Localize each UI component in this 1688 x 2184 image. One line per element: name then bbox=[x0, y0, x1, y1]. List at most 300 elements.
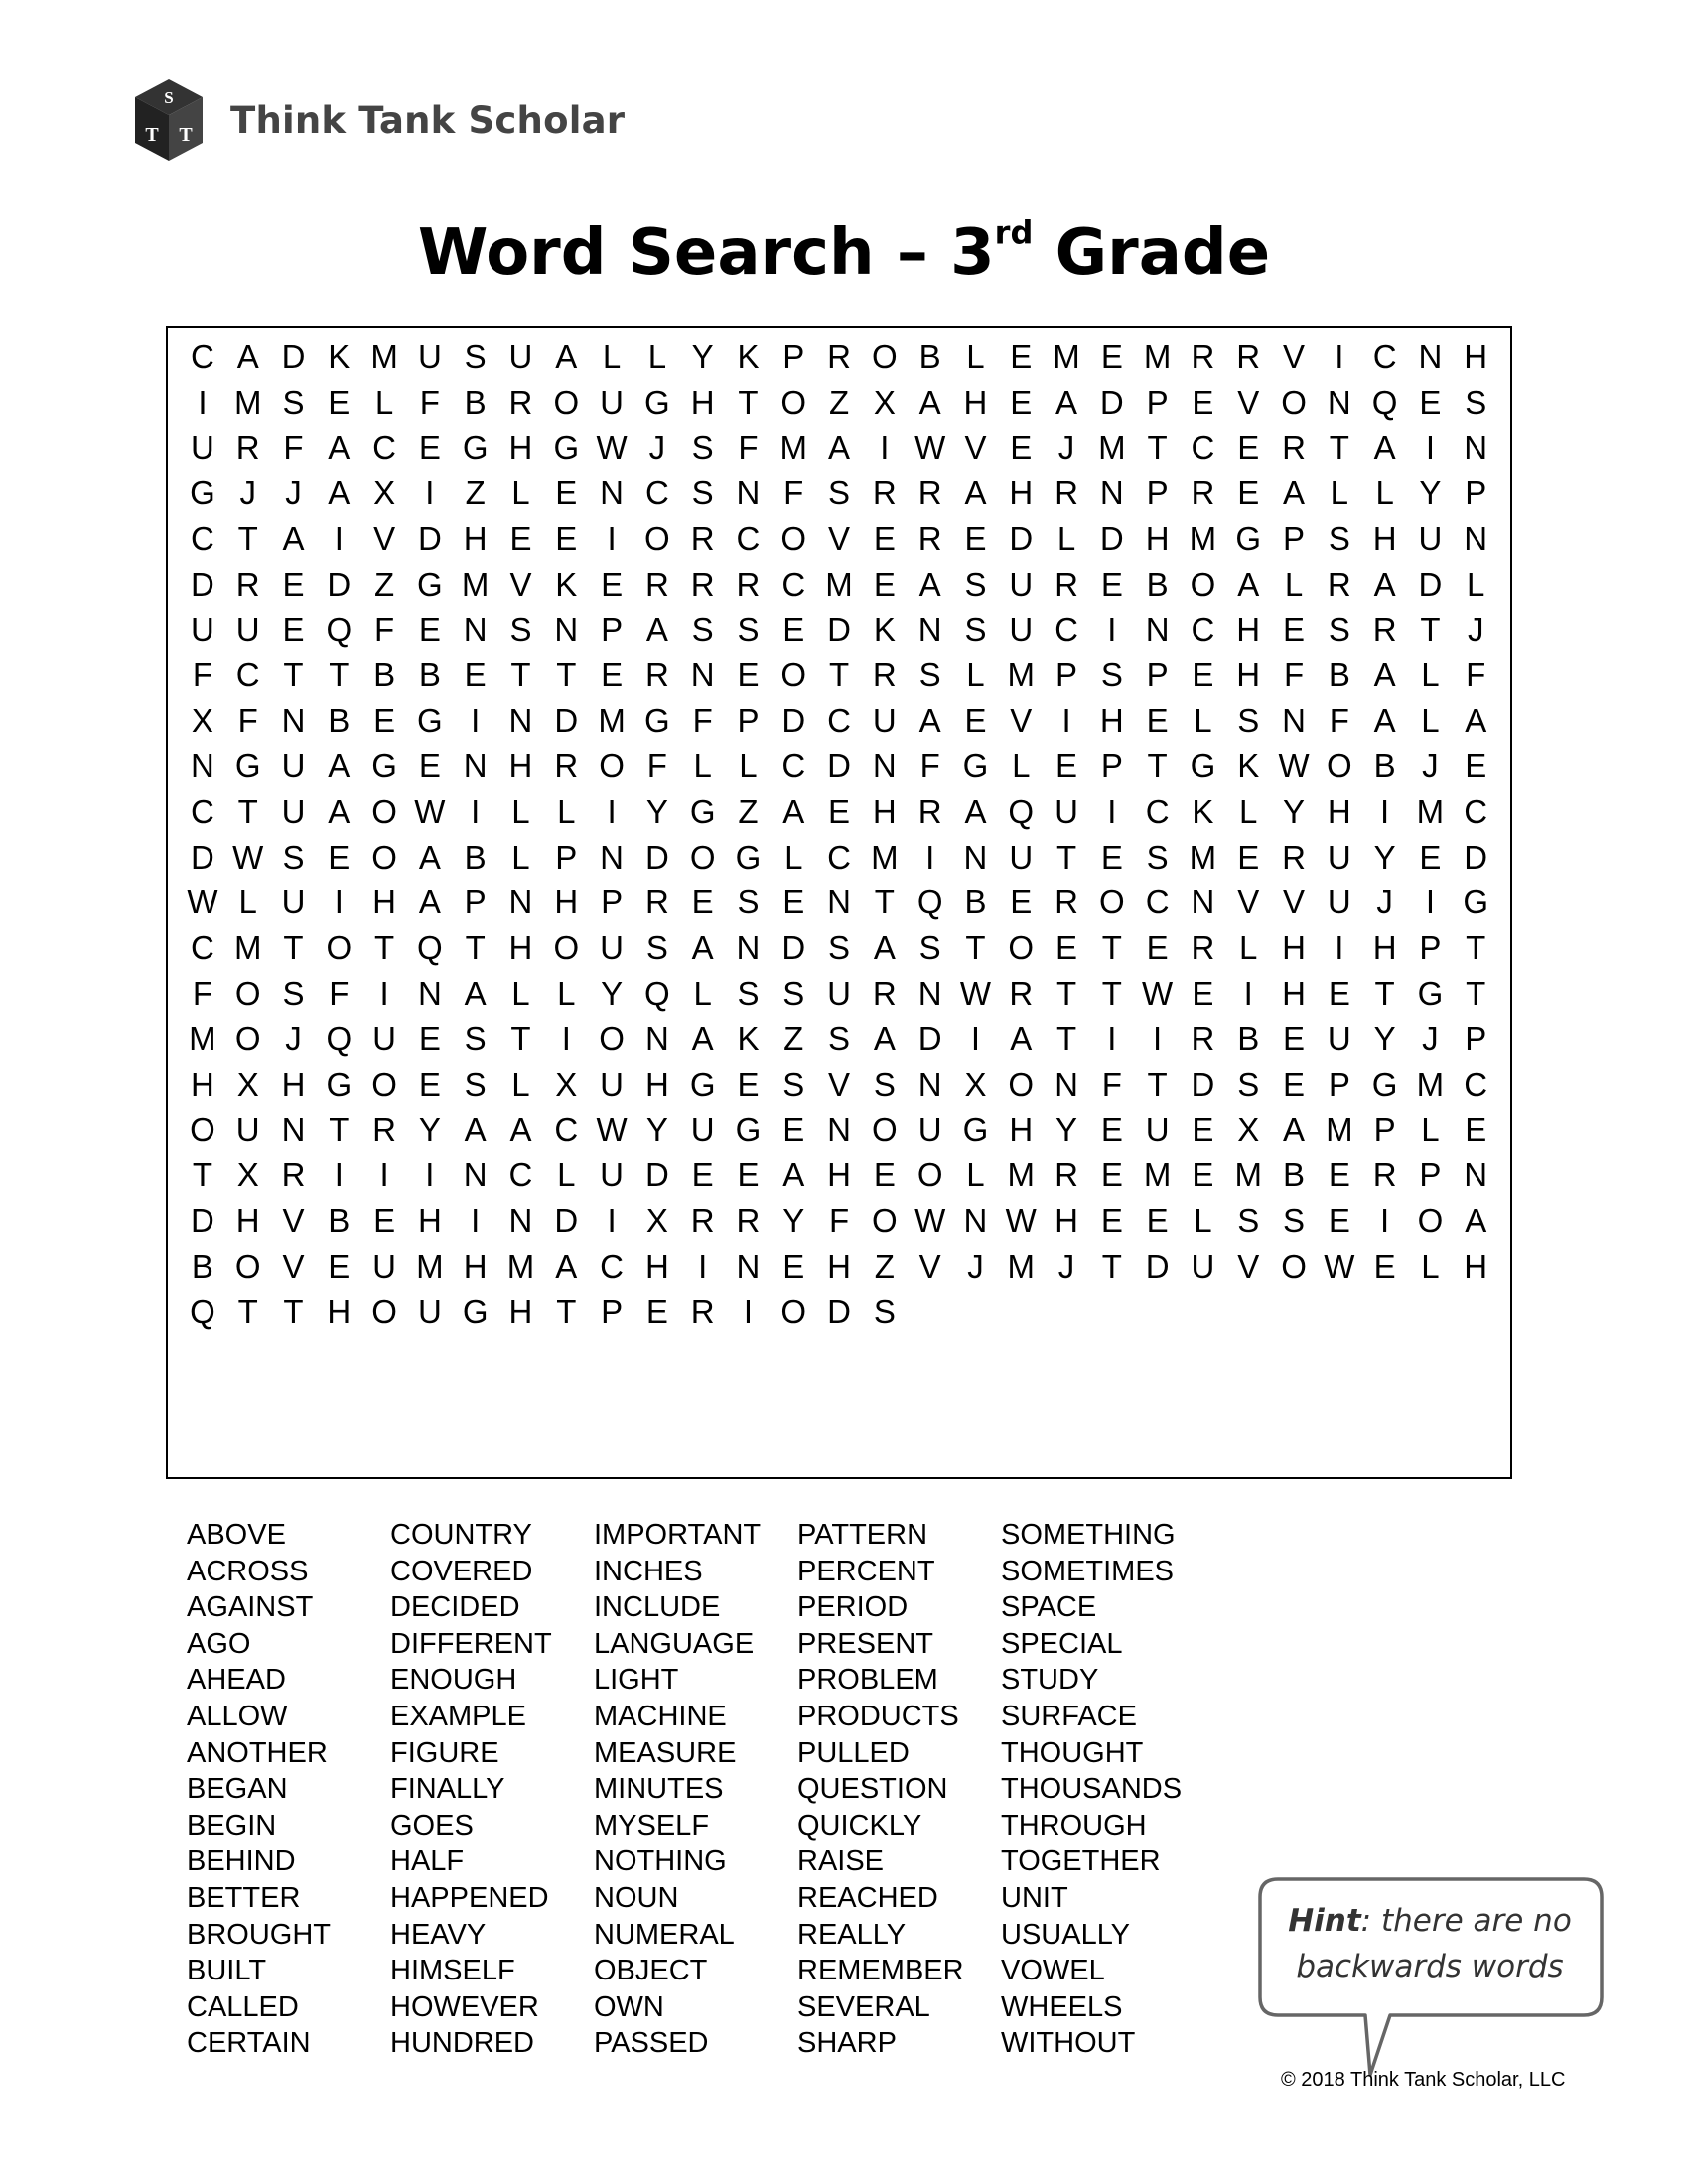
grid-letter: J bbox=[1422, 1020, 1439, 1057]
grid-letter: T bbox=[1329, 429, 1349, 467]
grid-letter: A bbox=[464, 1111, 487, 1149]
grid-letter: C bbox=[600, 1247, 624, 1285]
grid-letter: A bbox=[282, 520, 305, 558]
grid-letter: N bbox=[872, 748, 897, 785]
grid-letter: S bbox=[964, 565, 987, 603]
grid-letter: H bbox=[281, 1065, 306, 1103]
grid-letter: F bbox=[192, 656, 212, 694]
grid-letter: D bbox=[1464, 838, 1488, 876]
grid-letter: D bbox=[417, 520, 442, 558]
grid-letter: X bbox=[1237, 1111, 1260, 1149]
grid-letter: D bbox=[1099, 520, 1124, 558]
grid-letter: I bbox=[607, 1202, 617, 1240]
grid-letter: M bbox=[871, 838, 899, 876]
word-list-item: EXAMPLE bbox=[390, 1700, 526, 1732]
grid-letter: O bbox=[689, 838, 716, 876]
grid-letter: R bbox=[1055, 565, 1078, 603]
grid-letter: Y bbox=[1283, 792, 1306, 830]
grid-letter: H bbox=[1282, 975, 1306, 1013]
word-list-item: SPACE bbox=[1001, 1591, 1097, 1624]
grid-letter: U bbox=[690, 1111, 715, 1149]
grid-letter: E bbox=[1192, 1157, 1214, 1194]
brand-header bbox=[133, 77, 625, 163]
grid-letter: S bbox=[828, 1020, 851, 1057]
grid-letter: A bbox=[328, 748, 351, 785]
grid-letter: E bbox=[1283, 1065, 1306, 1103]
grid-letter: T bbox=[1420, 611, 1441, 648]
word-list-item: SEVERAL bbox=[797, 1990, 930, 2023]
grid-letter: M bbox=[1416, 792, 1445, 830]
grid-letter: Y bbox=[418, 1111, 441, 1149]
grid-letter: C bbox=[827, 838, 851, 876]
grid-letter: L bbox=[1421, 656, 1440, 694]
word-list-item: LIGHT bbox=[594, 1664, 679, 1697]
grid-letter: S bbox=[691, 475, 714, 512]
word-list-item: BROUGHT bbox=[187, 1918, 331, 1951]
grid-letter: J bbox=[648, 429, 666, 467]
grid-letter: H bbox=[827, 1157, 851, 1194]
hint-line1: : there are no bbox=[1360, 1903, 1572, 1939]
grid-letter: Q bbox=[644, 975, 670, 1013]
grid-letter: N bbox=[736, 475, 761, 512]
grid-letter: D bbox=[327, 565, 352, 603]
grid-letter: I bbox=[1335, 929, 1344, 967]
grid-letter: S bbox=[691, 429, 714, 467]
grid-letter: X bbox=[236, 1157, 259, 1194]
word-list-item: SHARP bbox=[797, 2027, 897, 2060]
grid-letter: L bbox=[1239, 792, 1258, 830]
grid-letter: R bbox=[1282, 429, 1306, 467]
grid-letter: V bbox=[282, 1247, 305, 1285]
grid-letter: G bbox=[326, 1065, 352, 1103]
grid-letter: S bbox=[873, 1065, 896, 1103]
grid-letter: S bbox=[873, 1293, 896, 1330]
grid-letter: M bbox=[598, 702, 626, 740]
grid-letter: F bbox=[237, 702, 258, 740]
grid-letter: G bbox=[644, 702, 670, 740]
grid-letter: R bbox=[872, 656, 897, 694]
grid-letter: G bbox=[1235, 520, 1262, 558]
word-search-grid-frame bbox=[166, 326, 1512, 1479]
grid-letter: J bbox=[967, 1247, 984, 1285]
grid-letter: L bbox=[1239, 929, 1258, 967]
grid-letter: M bbox=[233, 929, 262, 967]
grid-letter: H bbox=[372, 884, 396, 921]
word-column bbox=[594, 1517, 797, 2062]
grid-letter: N bbox=[508, 884, 533, 921]
grid-letter: R bbox=[644, 884, 669, 921]
grid-letter: U bbox=[872, 702, 897, 740]
grid-letter: C bbox=[736, 520, 761, 558]
grid-letter: N bbox=[1418, 338, 1443, 375]
grid-letter: R bbox=[1191, 338, 1215, 375]
grid-letter: T bbox=[1466, 975, 1486, 1013]
grid-letter: I bbox=[471, 1202, 481, 1240]
grid-letter: E bbox=[1328, 1202, 1350, 1240]
grid-letter: Z bbox=[374, 565, 395, 603]
word-list-item: AHEAD bbox=[187, 1664, 286, 1697]
grid-letter: W bbox=[959, 975, 992, 1013]
word-list-item: PASSED bbox=[594, 2027, 709, 2060]
grid-letter: E bbox=[873, 520, 896, 558]
grid-letter: A bbox=[782, 1157, 805, 1194]
grid-letter: I bbox=[970, 1020, 981, 1057]
brand-name: Think Tank Scholar bbox=[230, 98, 626, 142]
word-list-item: REACHED bbox=[797, 1881, 938, 1914]
word-list-item: SOMETHING bbox=[1001, 1519, 1176, 1551]
grid-letter: F bbox=[329, 975, 350, 1013]
grid-letter: E bbox=[1373, 1247, 1396, 1285]
grid-letter: C bbox=[190, 929, 214, 967]
grid-letter: Y bbox=[645, 792, 668, 830]
grid-letter: A bbox=[873, 929, 896, 967]
grid-letter: N bbox=[1464, 1157, 1488, 1194]
word-list-item: ALLOW bbox=[187, 1700, 288, 1732]
grid-letter: I bbox=[1425, 884, 1435, 921]
grid-letter: U bbox=[417, 1293, 442, 1330]
grid-letter: M bbox=[1143, 338, 1172, 375]
grid-letter: S bbox=[464, 1065, 487, 1103]
grid-letter: N bbox=[736, 929, 761, 967]
word-list-item: THROUGH bbox=[1001, 1809, 1147, 1842]
word-list-item: REMEMBER bbox=[797, 1955, 964, 1987]
grid-letter: I bbox=[607, 520, 617, 558]
grid-letter: G bbox=[1371, 1065, 1398, 1103]
word-list-item: HALF bbox=[390, 1845, 465, 1878]
grid-letter: N bbox=[190, 748, 214, 785]
grid-letter: M bbox=[779, 429, 807, 467]
grid-letter: F bbox=[919, 748, 940, 785]
grid-letter: A bbox=[1465, 1202, 1487, 1240]
grid-letter: J bbox=[1376, 884, 1393, 921]
grid-letter: A bbox=[964, 475, 987, 512]
grid-letter: M bbox=[370, 338, 398, 375]
grid-letter: A bbox=[873, 1020, 896, 1057]
grid-letter: U bbox=[917, 1111, 942, 1149]
grid-letter: L bbox=[1375, 475, 1394, 512]
grid-letter: N bbox=[600, 838, 624, 876]
grid-letter: J bbox=[1057, 1247, 1075, 1285]
grid-letter: H bbox=[508, 929, 533, 967]
grid-letter: M bbox=[1234, 1157, 1262, 1194]
grid-letter: L bbox=[1284, 565, 1304, 603]
grid-letter: R bbox=[690, 1202, 715, 1240]
grid-letter: D bbox=[644, 1157, 669, 1194]
grid-letter: D bbox=[917, 1020, 942, 1057]
grid-letter: L bbox=[511, 838, 530, 876]
grid-letter: T bbox=[510, 656, 531, 694]
grid-letter: Y bbox=[1055, 1111, 1078, 1149]
grid-letter: B bbox=[1373, 748, 1396, 785]
grid-letter: T bbox=[1374, 975, 1395, 1013]
grid-letter: Y bbox=[1419, 475, 1442, 512]
grid-letter: R bbox=[690, 520, 715, 558]
grid-letter: K bbox=[737, 338, 760, 375]
word-list-item: REALLY bbox=[797, 1918, 907, 1951]
word-list-item: COVERED bbox=[390, 1555, 533, 1587]
grid-letter: L bbox=[1421, 702, 1440, 740]
grid-letter: L bbox=[1194, 702, 1212, 740]
grid-letter: S bbox=[1237, 702, 1260, 740]
grid-letter: E bbox=[555, 520, 578, 558]
grid-letter: E bbox=[737, 1065, 760, 1103]
grid-letter: E bbox=[1100, 338, 1123, 375]
grid-letter: D bbox=[827, 748, 851, 785]
grid-letter: S bbox=[282, 383, 305, 421]
grid-letter: O bbox=[872, 1111, 898, 1149]
grid-letter: F bbox=[828, 1202, 850, 1240]
grid-letter: F bbox=[646, 748, 667, 785]
grid-letter: L bbox=[966, 1157, 985, 1194]
grid-letter: O bbox=[1326, 748, 1352, 785]
grid-letter: S bbox=[645, 929, 668, 967]
grid-letter: V bbox=[509, 565, 532, 603]
grid-letter: U bbox=[600, 1157, 624, 1194]
grid-letter: D bbox=[554, 702, 579, 740]
grid-letter: H bbox=[1327, 792, 1351, 830]
grid-letter: M bbox=[1007, 656, 1035, 694]
grid-letter: E bbox=[1465, 748, 1487, 785]
word-list-item: SOMETIMES bbox=[1001, 1555, 1175, 1587]
grid-letter: E bbox=[1192, 1111, 1214, 1149]
grid-letter: D bbox=[554, 1202, 579, 1240]
grid-letter: E bbox=[782, 1247, 805, 1285]
grid-letter: J bbox=[285, 1020, 302, 1057]
cube-logo-icon bbox=[133, 77, 205, 163]
grid-letter: E bbox=[1419, 838, 1442, 876]
grid-letter: V bbox=[1237, 1247, 1260, 1285]
word-list-item: MEASURE bbox=[594, 1736, 737, 1769]
grid-letter: B bbox=[1283, 1157, 1306, 1194]
word-list-item: AGAINST bbox=[187, 1591, 314, 1624]
grid-letter: F bbox=[738, 429, 759, 467]
grid-letter: U bbox=[1191, 1247, 1215, 1285]
grid-letter: S bbox=[1283, 1202, 1306, 1240]
grid-letter: C bbox=[827, 702, 851, 740]
grid-letter: D bbox=[781, 702, 806, 740]
grid-letter: P bbox=[601, 1293, 624, 1330]
grid-letter: I bbox=[925, 838, 935, 876]
grid-letter: R bbox=[917, 475, 942, 512]
grid-letter: M bbox=[189, 1020, 216, 1057]
grid-letter: A bbox=[1373, 656, 1396, 694]
grid-letter: R bbox=[736, 565, 761, 603]
word-list-item: FINALLY bbox=[390, 1773, 505, 1806]
grid-letter: P bbox=[1465, 475, 1487, 512]
grid-letter: I bbox=[1335, 338, 1344, 375]
grid-letter: A bbox=[645, 611, 668, 648]
grid-letter: D bbox=[1009, 520, 1034, 558]
grid-letter: E bbox=[418, 748, 441, 785]
grid-letter: K bbox=[328, 338, 351, 375]
grid-letter: H bbox=[417, 1202, 442, 1240]
grid-letter: P bbox=[601, 611, 624, 648]
grid-letter: N bbox=[1464, 520, 1488, 558]
grid-letter: S bbox=[1237, 1065, 1260, 1103]
grid-letter: E bbox=[1100, 1202, 1123, 1240]
grid-letter: T bbox=[329, 1111, 350, 1149]
grid-letter: U bbox=[1009, 838, 1034, 876]
grid-letter: H bbox=[463, 1247, 488, 1285]
grid-letter: Q bbox=[326, 1020, 352, 1057]
grid-letter: U bbox=[827, 975, 851, 1013]
grid-letter: O bbox=[780, 520, 807, 558]
grid-letter: I bbox=[1425, 429, 1435, 467]
grid-letter: M bbox=[1326, 1111, 1353, 1149]
grid-letter: T bbox=[556, 1293, 577, 1330]
grid-letter: E bbox=[601, 656, 624, 694]
grid-letter: L bbox=[511, 475, 530, 512]
grid-letter: L bbox=[511, 975, 530, 1013]
grid-letter: H bbox=[1099, 702, 1124, 740]
grid-letter: U bbox=[372, 1247, 396, 1285]
grid-letter: P bbox=[1146, 475, 1169, 512]
grid-letter: P bbox=[782, 338, 805, 375]
grid-letter: A bbox=[1283, 1111, 1306, 1149]
grid-letter: B bbox=[328, 1202, 351, 1240]
grid-letter: H bbox=[690, 383, 715, 421]
grid-letter: T bbox=[237, 1293, 258, 1330]
grid-letter: V bbox=[1237, 383, 1260, 421]
grid-letter: O bbox=[1099, 884, 1125, 921]
word-list-item: WITHOUT bbox=[1001, 2027, 1136, 2060]
grid-letter: R bbox=[736, 1202, 761, 1240]
grid-letter: L bbox=[238, 884, 257, 921]
grid-letter: W bbox=[1142, 975, 1174, 1013]
grid-letter: E bbox=[1100, 1111, 1123, 1149]
word-list-item: BEGIN bbox=[187, 1809, 277, 1842]
grid-letter: H bbox=[190, 1065, 214, 1103]
grid-letter: C bbox=[190, 338, 214, 375]
grid-letter: M bbox=[506, 1247, 535, 1285]
grid-letter: O bbox=[234, 975, 261, 1013]
grid-letter: K bbox=[737, 1020, 760, 1057]
word-list-item: MACHINE bbox=[594, 1700, 727, 1732]
grid-letter: R bbox=[872, 475, 897, 512]
grid-letter: E bbox=[328, 383, 351, 421]
grid-letter: L bbox=[1467, 565, 1485, 603]
grid-letter: A bbox=[1055, 383, 1078, 421]
grid-letter: E bbox=[282, 611, 305, 648]
grid-letter: F bbox=[1466, 656, 1486, 694]
grid-letter: L bbox=[966, 656, 985, 694]
grid-letter: R bbox=[1191, 1020, 1215, 1057]
grid-letter: A bbox=[828, 429, 851, 467]
grid-letter: R bbox=[1055, 884, 1078, 921]
grid-letter: O bbox=[1281, 1247, 1307, 1285]
grid-letter: A bbox=[964, 792, 987, 830]
grid-letter: H bbox=[508, 429, 533, 467]
grid-letter: S bbox=[737, 975, 760, 1013]
grid-letter: E bbox=[782, 1111, 805, 1149]
grid-letter: X bbox=[191, 702, 213, 740]
word-list-item: MINUTES bbox=[594, 1773, 724, 1806]
grid-letter: E bbox=[828, 792, 851, 830]
grid-letter: H bbox=[1372, 929, 1397, 967]
grid-letter: E bbox=[737, 1157, 760, 1194]
grid-letter: E bbox=[1237, 475, 1260, 512]
grid-letter: E bbox=[782, 884, 805, 921]
grid-letter: R bbox=[644, 656, 669, 694]
grid-letter: X bbox=[645, 1202, 668, 1240]
grid-letter: W bbox=[232, 838, 264, 876]
grid-letter: P bbox=[1146, 656, 1169, 694]
grid-letter: L bbox=[647, 338, 667, 375]
grid-letter: D bbox=[1418, 565, 1443, 603]
grid-letter: S bbox=[282, 838, 305, 876]
grid-letter: D bbox=[1145, 1247, 1170, 1285]
grid-letter: A bbox=[555, 338, 578, 375]
grid-letter: T bbox=[1147, 748, 1168, 785]
grid-letter: A bbox=[1465, 702, 1487, 740]
grid-letter: G bbox=[234, 748, 261, 785]
grid-letter: V bbox=[282, 1202, 305, 1240]
word-list-item: PROBLEM bbox=[797, 1664, 938, 1697]
grid-letter: G bbox=[962, 748, 989, 785]
grid-letter: S bbox=[782, 1065, 805, 1103]
grid-letter: N bbox=[963, 1202, 988, 1240]
title-superscript: rd bbox=[994, 213, 1034, 252]
grid-letter: I bbox=[561, 1020, 571, 1057]
grid-letter: W bbox=[596, 429, 628, 467]
grid-letter: T bbox=[1055, 975, 1077, 1013]
grid-letter: P bbox=[1100, 748, 1123, 785]
grid-letter: U bbox=[1055, 792, 1078, 830]
grid-letter: G bbox=[689, 792, 716, 830]
word-column bbox=[187, 1517, 390, 2062]
grid-letter: O bbox=[780, 383, 807, 421]
word-list-item: SURFACE bbox=[1001, 1700, 1137, 1732]
grid-letter: E bbox=[1010, 429, 1033, 467]
grid-letter: O bbox=[1008, 1065, 1035, 1103]
grid-letter: Q bbox=[190, 1293, 215, 1330]
grid-letter: T bbox=[465, 929, 486, 967]
grid-letter: H bbox=[644, 1065, 669, 1103]
grid-letter: E bbox=[418, 611, 441, 648]
grid-letter: I bbox=[334, 520, 344, 558]
grid-letter: A bbox=[1373, 429, 1396, 467]
word-list-item: ENOUGH bbox=[390, 1664, 517, 1697]
grid-letter: H bbox=[508, 1293, 533, 1330]
grid-letter: T bbox=[1055, 1020, 1077, 1057]
grid-letter: N bbox=[1282, 702, 1306, 740]
grid-letter: M bbox=[233, 383, 262, 421]
grid-letter: S bbox=[282, 975, 305, 1013]
grid-letter: E bbox=[1192, 975, 1214, 1013]
grid-letter: E bbox=[964, 702, 987, 740]
grid-letter: T bbox=[965, 929, 986, 967]
grid-letter: T bbox=[237, 792, 258, 830]
grid-letter: C bbox=[1464, 1065, 1488, 1103]
grid-letter: F bbox=[692, 702, 713, 740]
grid-letter: N bbox=[508, 702, 533, 740]
grid-letter: N bbox=[1145, 611, 1170, 648]
grid-letter: R bbox=[1327, 565, 1351, 603]
grid-letter: C bbox=[1372, 338, 1397, 375]
grid-letter: I bbox=[1061, 702, 1071, 740]
grid-letter: W bbox=[1324, 1247, 1355, 1285]
grid-letter: E bbox=[873, 565, 896, 603]
grid-letter: N bbox=[1099, 475, 1124, 512]
grid-letter: W bbox=[914, 429, 946, 467]
word-list-item: GOES bbox=[390, 1809, 474, 1842]
word-list-item: NOUN bbox=[594, 1881, 679, 1914]
grid-letter: A bbox=[918, 565, 941, 603]
grid-letter: G bbox=[962, 1111, 989, 1149]
grid-letter: L bbox=[693, 748, 712, 785]
grid-letter: D bbox=[644, 838, 669, 876]
word-list-item: AGO bbox=[187, 1627, 251, 1660]
